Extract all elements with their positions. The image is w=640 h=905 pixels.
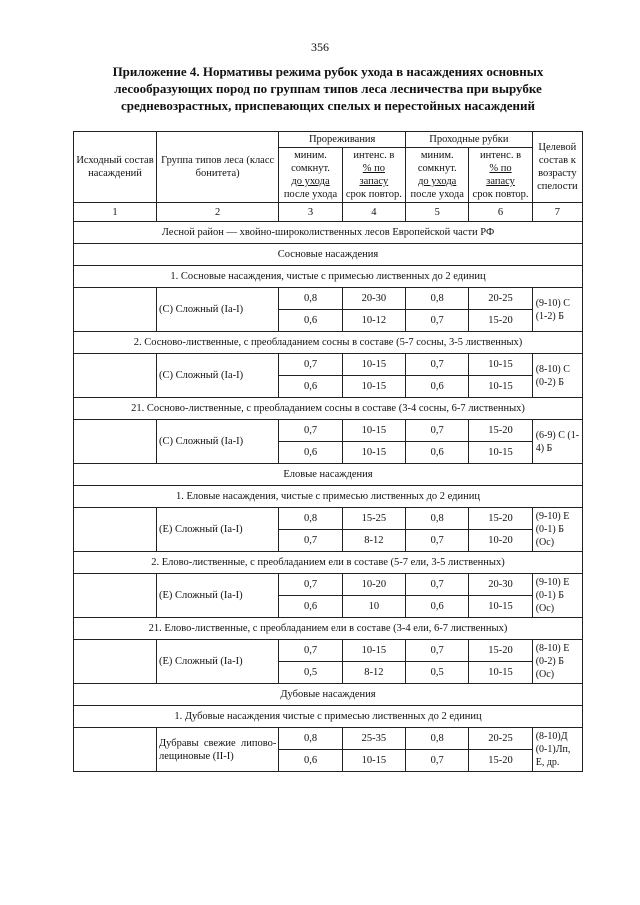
column-number: 5 [406, 203, 469, 222]
initial-composition-cell [74, 420, 157, 464]
value-cell: 10 [342, 596, 405, 618]
norms-table [73, 131, 583, 772]
initial-composition-cell [74, 574, 157, 618]
value-cell: 10-15 [342, 750, 405, 772]
group-title: 1. Еловые насаждения, чистые с примесью лиственных до 2 единиц [74, 486, 583, 508]
value-cell: 20-30 [469, 574, 532, 596]
value-cell: 10-15 [342, 354, 405, 376]
region-title: Лесной район — хвойно-широколиственных лесов Европейской части РФ [74, 222, 583, 244]
group-row [74, 266, 583, 288]
header-min-density-thinning: миним. сомкнут. до ухода после ухода [279, 148, 342, 203]
value-cell: 0,7 [406, 750, 469, 772]
value-cell: 0,6 [279, 750, 342, 772]
group-title: 2. Елово-лиственные, с преобладанием ели в составе (5-7 ели, 3-5 лиственных) [74, 552, 583, 574]
group-title: 2. Сосново-лиственные, с преобладанием сосны в составе (5-7 сосны, 3-5 лиственных) [74, 332, 583, 354]
section-title: Сосновые насаждения [74, 244, 583, 266]
value-cell: 0,6 [279, 442, 342, 464]
value-cell: 10-20 [469, 530, 532, 552]
section-title: Дубовые насаждения [74, 684, 583, 706]
target-composition-cell: (6-9) С (1-4) Б [532, 420, 582, 464]
forest-type-cell: (С) Сложный (Iа-I) [157, 288, 279, 332]
group-row [74, 486, 583, 508]
column-number: 1 [74, 203, 157, 222]
value-cell: 15-20 [469, 310, 532, 332]
column-number: 6 [469, 203, 532, 222]
value-cell: 10-20 [342, 574, 405, 596]
forest-type-cell: Дубравы свежие липово-лещиновые (II-I) [157, 728, 279, 772]
value-row [74, 728, 583, 750]
region-row [74, 222, 583, 244]
forest-type-cell: (Е) Сложный (Iа-I) [157, 508, 279, 552]
value-cell: 10-15 [469, 442, 532, 464]
value-cell: 0,7 [406, 530, 469, 552]
group-row [74, 706, 583, 728]
column-number: 3 [279, 203, 342, 222]
group-row [74, 398, 583, 420]
value-cell: 10-15 [342, 442, 405, 464]
value-cell: 25-35 [342, 728, 405, 750]
header-initial-composition: Исходный состав насаждений [74, 132, 157, 203]
target-composition-cell: (9-10) Е (0-1) Б (Ос) [532, 508, 582, 552]
value-cell: 0,7 [406, 420, 469, 442]
group-title: 1. Сосновые насаждения, чистые с примесью лиственных до 2 единиц [74, 266, 583, 288]
value-cell: 20-25 [469, 728, 532, 750]
document-title: Приложение 4. Нормативы режима рубок ухода в насаждениях основных лесообразующих пород по группам типов леса лесничества при вырубке средневозрастных, приспевающих спелых и перестойных насаждений [112, 64, 544, 113]
group-row [74, 332, 583, 354]
header-min-density-passage: миним. сомкнут. до ухода после ухода [406, 148, 469, 203]
column-number: 2 [157, 203, 279, 222]
value-row [74, 508, 583, 530]
value-cell: 0,6 [406, 376, 469, 398]
section-row [74, 244, 583, 266]
value-row [74, 574, 583, 596]
value-cell: 0,8 [406, 508, 469, 530]
value-row [74, 640, 583, 662]
group-title: 21. Сосново-лиственные, с преобладанием сосны в составе (3-4 сосны, 6-7 лиственных) [74, 398, 583, 420]
value-cell: 20-30 [342, 288, 405, 310]
value-cell: 0,8 [279, 508, 342, 530]
value-cell: 15-20 [469, 420, 532, 442]
value-cell: 0,7 [406, 640, 469, 662]
value-cell: 0,7 [279, 574, 342, 596]
value-cell: 0,8 [406, 728, 469, 750]
initial-composition-cell [74, 728, 157, 772]
header-passage-cuttings: Проходные рубки [406, 132, 533, 148]
value-cell: 0,7 [279, 420, 342, 442]
value-cell: 15-20 [469, 640, 532, 662]
value-cell: 0,7 [406, 354, 469, 376]
value-cell: 15-20 [469, 750, 532, 772]
forest-type-cell: (Е) Сложный (Iа-I) [157, 640, 279, 684]
value-cell: 0,6 [279, 376, 342, 398]
group-title: 21. Елово-лиственные, с преобладанием ели в составе (3-4 ели, 6-7 лиственных) [74, 618, 583, 640]
value-cell: 0,7 [279, 530, 342, 552]
value-cell: 8-12 [342, 530, 405, 552]
header-target-composition: Целевой состав к возрасту спелости [532, 132, 582, 203]
header-row-1 [74, 132, 583, 148]
target-composition-cell: (9-10) Е (0-1) Б (Ос) [532, 574, 582, 618]
value-cell: 0,7 [279, 354, 342, 376]
value-cell: 20-25 [469, 288, 532, 310]
initial-composition-cell [74, 508, 157, 552]
target-composition-cell: (8-10) С (0-2) Б [532, 354, 582, 398]
value-cell: 10-15 [342, 640, 405, 662]
value-cell: 10-15 [469, 662, 532, 684]
value-cell: 0,5 [279, 662, 342, 684]
forest-type-cell: (С) Сложный (Iа-I) [157, 354, 279, 398]
value-cell: 10-15 [469, 596, 532, 618]
column-number: 7 [532, 203, 582, 222]
value-cell: 0,8 [406, 288, 469, 310]
value-cell: 0,6 [279, 596, 342, 618]
value-row [74, 420, 583, 442]
section-title: Еловые насаждения [74, 464, 583, 486]
value-row [74, 288, 583, 310]
value-cell: 8-12 [342, 662, 405, 684]
value-cell: 0,7 [279, 640, 342, 662]
value-cell: 15-20 [469, 508, 532, 530]
value-cell: 0,7 [406, 310, 469, 332]
value-cell: 10-15 [469, 376, 532, 398]
header-intensity-thinning: интенс. в % по запасу срок повтор. [342, 148, 405, 203]
forest-type-cell: (С) Сложный (Iа-I) [157, 420, 279, 464]
group-title: 1. Дубовые насаждения чистые с примесью лиственных до 2 единиц [74, 706, 583, 728]
value-cell: 0,6 [406, 442, 469, 464]
column-numbers-row [74, 203, 583, 222]
value-cell: 0,8 [279, 728, 342, 750]
header-intensity-passage: интенс. в % по запасу срок повтор. [469, 148, 532, 203]
value-cell: 15-25 [342, 508, 405, 530]
value-cell: 10-15 [469, 354, 532, 376]
target-composition-cell: (8-10) Е (0-2) Б (Ос) [532, 640, 582, 684]
value-cell: 10-12 [342, 310, 405, 332]
column-number: 4 [342, 203, 405, 222]
header-forest-type-group: Группа типов леса (класс бонитета) [157, 132, 279, 203]
value-cell: 10-15 [342, 376, 405, 398]
value-cell: 0,6 [279, 310, 342, 332]
value-cell: 10-15 [342, 420, 405, 442]
group-row [74, 552, 583, 574]
initial-composition-cell [74, 288, 157, 332]
group-row [74, 618, 583, 640]
value-cell: 0,6 [406, 596, 469, 618]
forest-type-cell: (Е) Сложный (Iа-I) [157, 574, 279, 618]
section-row [74, 684, 583, 706]
target-composition-cell: (8-10)Д (0-1)Лп, Е, др. [532, 728, 582, 772]
target-composition-cell: (9-10) С (1-2) Б [532, 288, 582, 332]
initial-composition-cell [74, 354, 157, 398]
initial-composition-cell [74, 640, 157, 684]
section-row [74, 464, 583, 486]
value-row [74, 354, 583, 376]
value-cell: 0,5 [406, 662, 469, 684]
value-cell: 0,7 [406, 574, 469, 596]
page-number: 356 [311, 40, 329, 54]
header-thinning: Прореживания [279, 132, 406, 148]
value-cell: 0,8 [279, 288, 342, 310]
